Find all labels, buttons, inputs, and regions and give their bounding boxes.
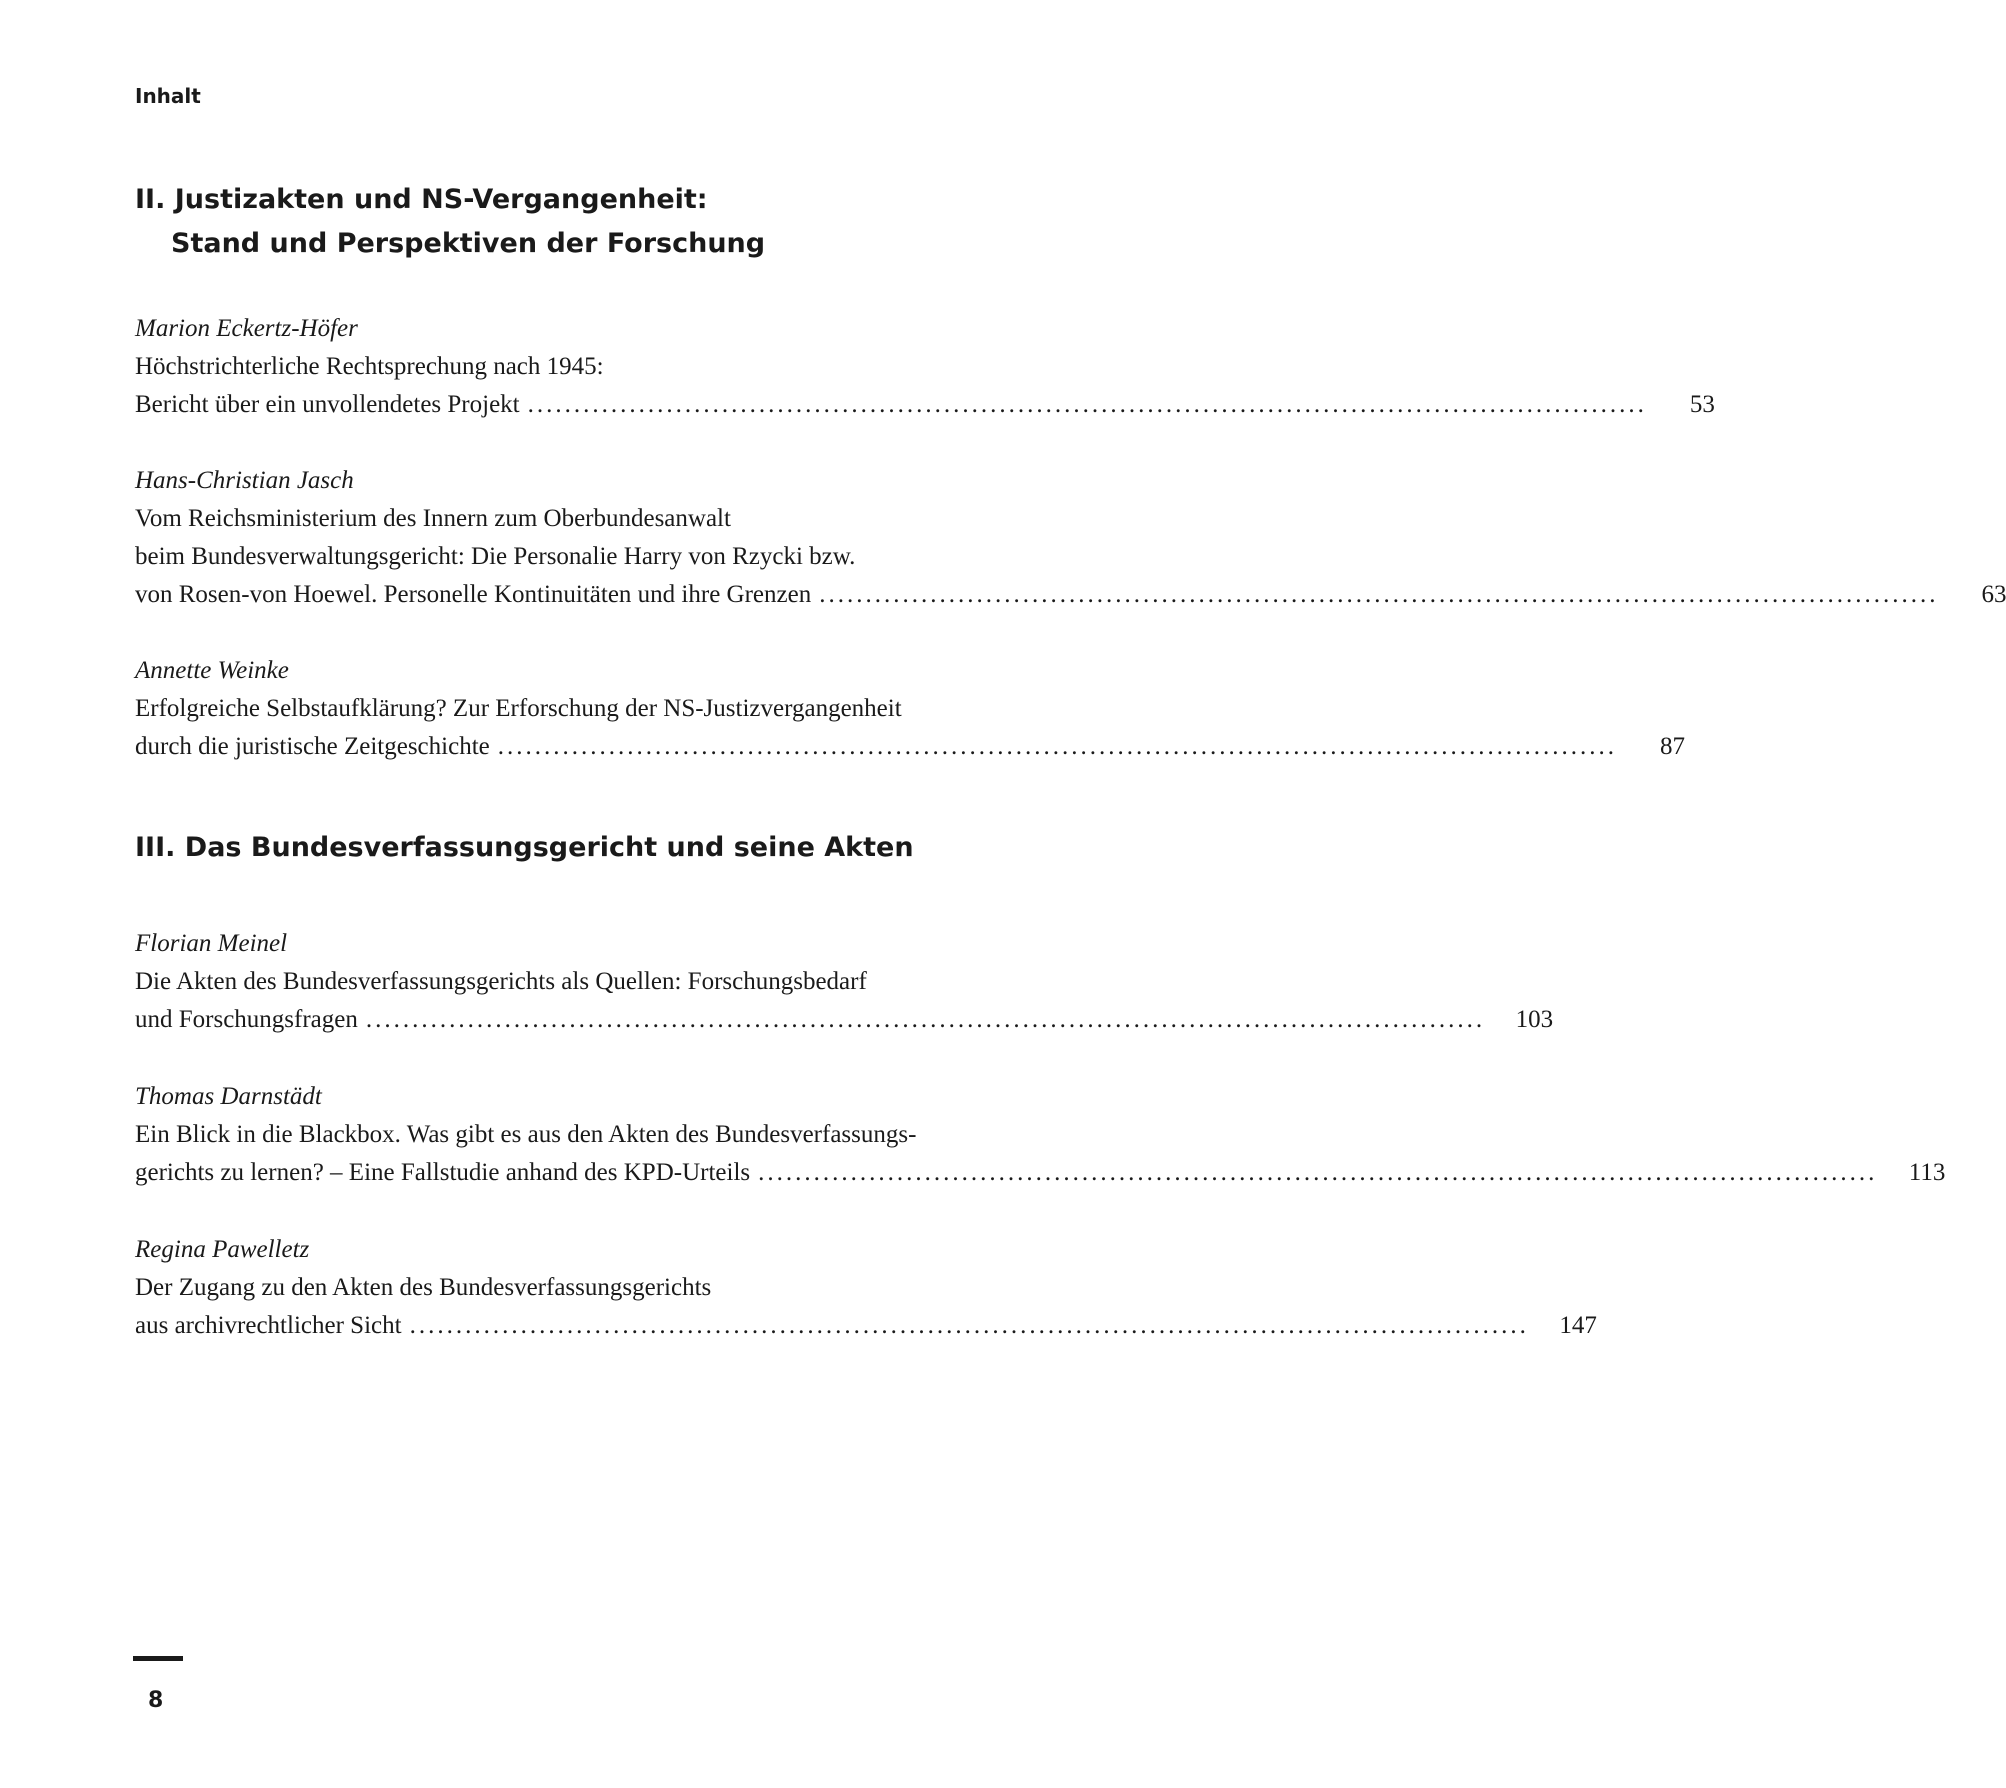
entry-author: Marion Eckertz-Höfer — [135, 315, 358, 342]
entry-title-line: beim Bundesverwaltungsgericht: Die Personalie Harry von Rzycki bzw. — [135, 543, 856, 570]
toc-entry[interactable] — [135, 925, 1554, 1039]
section-title-line1: II. Justizakten und NS-Vergangenheit: — [135, 184, 708, 215]
section-title-2 — [135, 178, 765, 266]
section-title-line1: III. Das Bundesverfassungsgericht und seine Akten — [135, 832, 914, 863]
entry-title-end: von Rosen-von Hoewel. Personelle Kontinuitäten und ihre Grenzen — [135, 581, 812, 608]
toc-entry[interactable] — [135, 652, 1685, 766]
page-number: 8 — [148, 1688, 164, 1713]
entry-last-line — [135, 728, 1685, 766]
leader-dots: ......................................................................................................................... — [527, 391, 1647, 418]
entry-title-line: Ein Blick in die Blackbox. Was gibt es aus den Akten des Bundesverfassungs- — [135, 1121, 917, 1148]
entry-author: Thomas Darnstädt — [135, 1083, 322, 1110]
entry-last-line — [135, 1001, 1554, 1039]
leader-dots: ......................................................................................................................... — [758, 1159, 1878, 1186]
entry-title-line: Vom Reichsministerium des Innern zum Oberbundesanwalt — [135, 505, 731, 532]
entry-title-end: gerichts zu lernen? – Eine Fallstudie anhand des KPD-Urteils — [135, 1159, 751, 1186]
entry-author: Regina Pawelletz — [135, 1236, 310, 1263]
entry-last-line — [135, 1154, 1946, 1192]
entry-page-number: 147 — [1559, 1312, 1597, 1339]
toc-entry[interactable] — [135, 310, 1715, 424]
leader-dots: ......................................................................................................................... — [409, 1312, 1529, 1339]
entry-title-end: durch die juristische Zeitgeschichte — [135, 733, 490, 760]
leader-dots: ......................................................................................................................... — [365, 1006, 1486, 1033]
entry-last-line — [135, 576, 2006, 614]
section-title-3 — [135, 826, 914, 870]
entry-author: Florian Meinel — [135, 930, 288, 957]
entry-page-number: 113 — [1908, 1159, 1946, 1186]
toc-entry[interactable] — [135, 1231, 1597, 1345]
leader-dots: ......................................................................................................................... — [819, 581, 1939, 608]
entry-author: Hans-Christian Jasch — [135, 467, 354, 494]
entry-page-number: 53 — [1689, 391, 1715, 418]
entry-title-end: aus archivrechtlicher Sicht — [135, 1312, 402, 1339]
entry-title-line: Erfolgreiche Selbstaufklärung? Zur Erforschung der NS-Justizvergangenheit — [135, 695, 902, 722]
entry-author: Annette Weinke — [135, 657, 289, 684]
entry-title-line: Der Zugang zu den Akten des Bundesverfassungsgerichts — [135, 1274, 712, 1301]
entry-title-line: Höchstrichterliche Rechtsprechung nach 1945: — [135, 353, 604, 380]
entry-last-line — [135, 1307, 1597, 1345]
entry-page-number: 63 — [1981, 581, 2006, 608]
entry-title-line: Die Akten des Bundesverfassungsgerichts als Quellen: Forschungsbedarf — [135, 968, 867, 995]
entry-last-line — [135, 386, 1715, 424]
running-header: Inhalt — [135, 84, 201, 108]
section-title-line2: Stand und Perspektiven der Forschung — [171, 228, 766, 259]
footer-rule — [133, 1656, 183, 1661]
entry-page-number: 87 — [1660, 733, 1685, 760]
toc-entry[interactable] — [135, 462, 2006, 614]
toc-entry[interactable] — [135, 1078, 1946, 1192]
entry-title-end: Bericht über ein unvollendetes Projekt — [135, 391, 520, 418]
leader-dots: ......................................................................................................................... — [497, 733, 1617, 760]
entry-title-end: und Forschungsfragen — [135, 1006, 358, 1033]
entry-page-number: 103 — [1515, 1006, 1554, 1033]
